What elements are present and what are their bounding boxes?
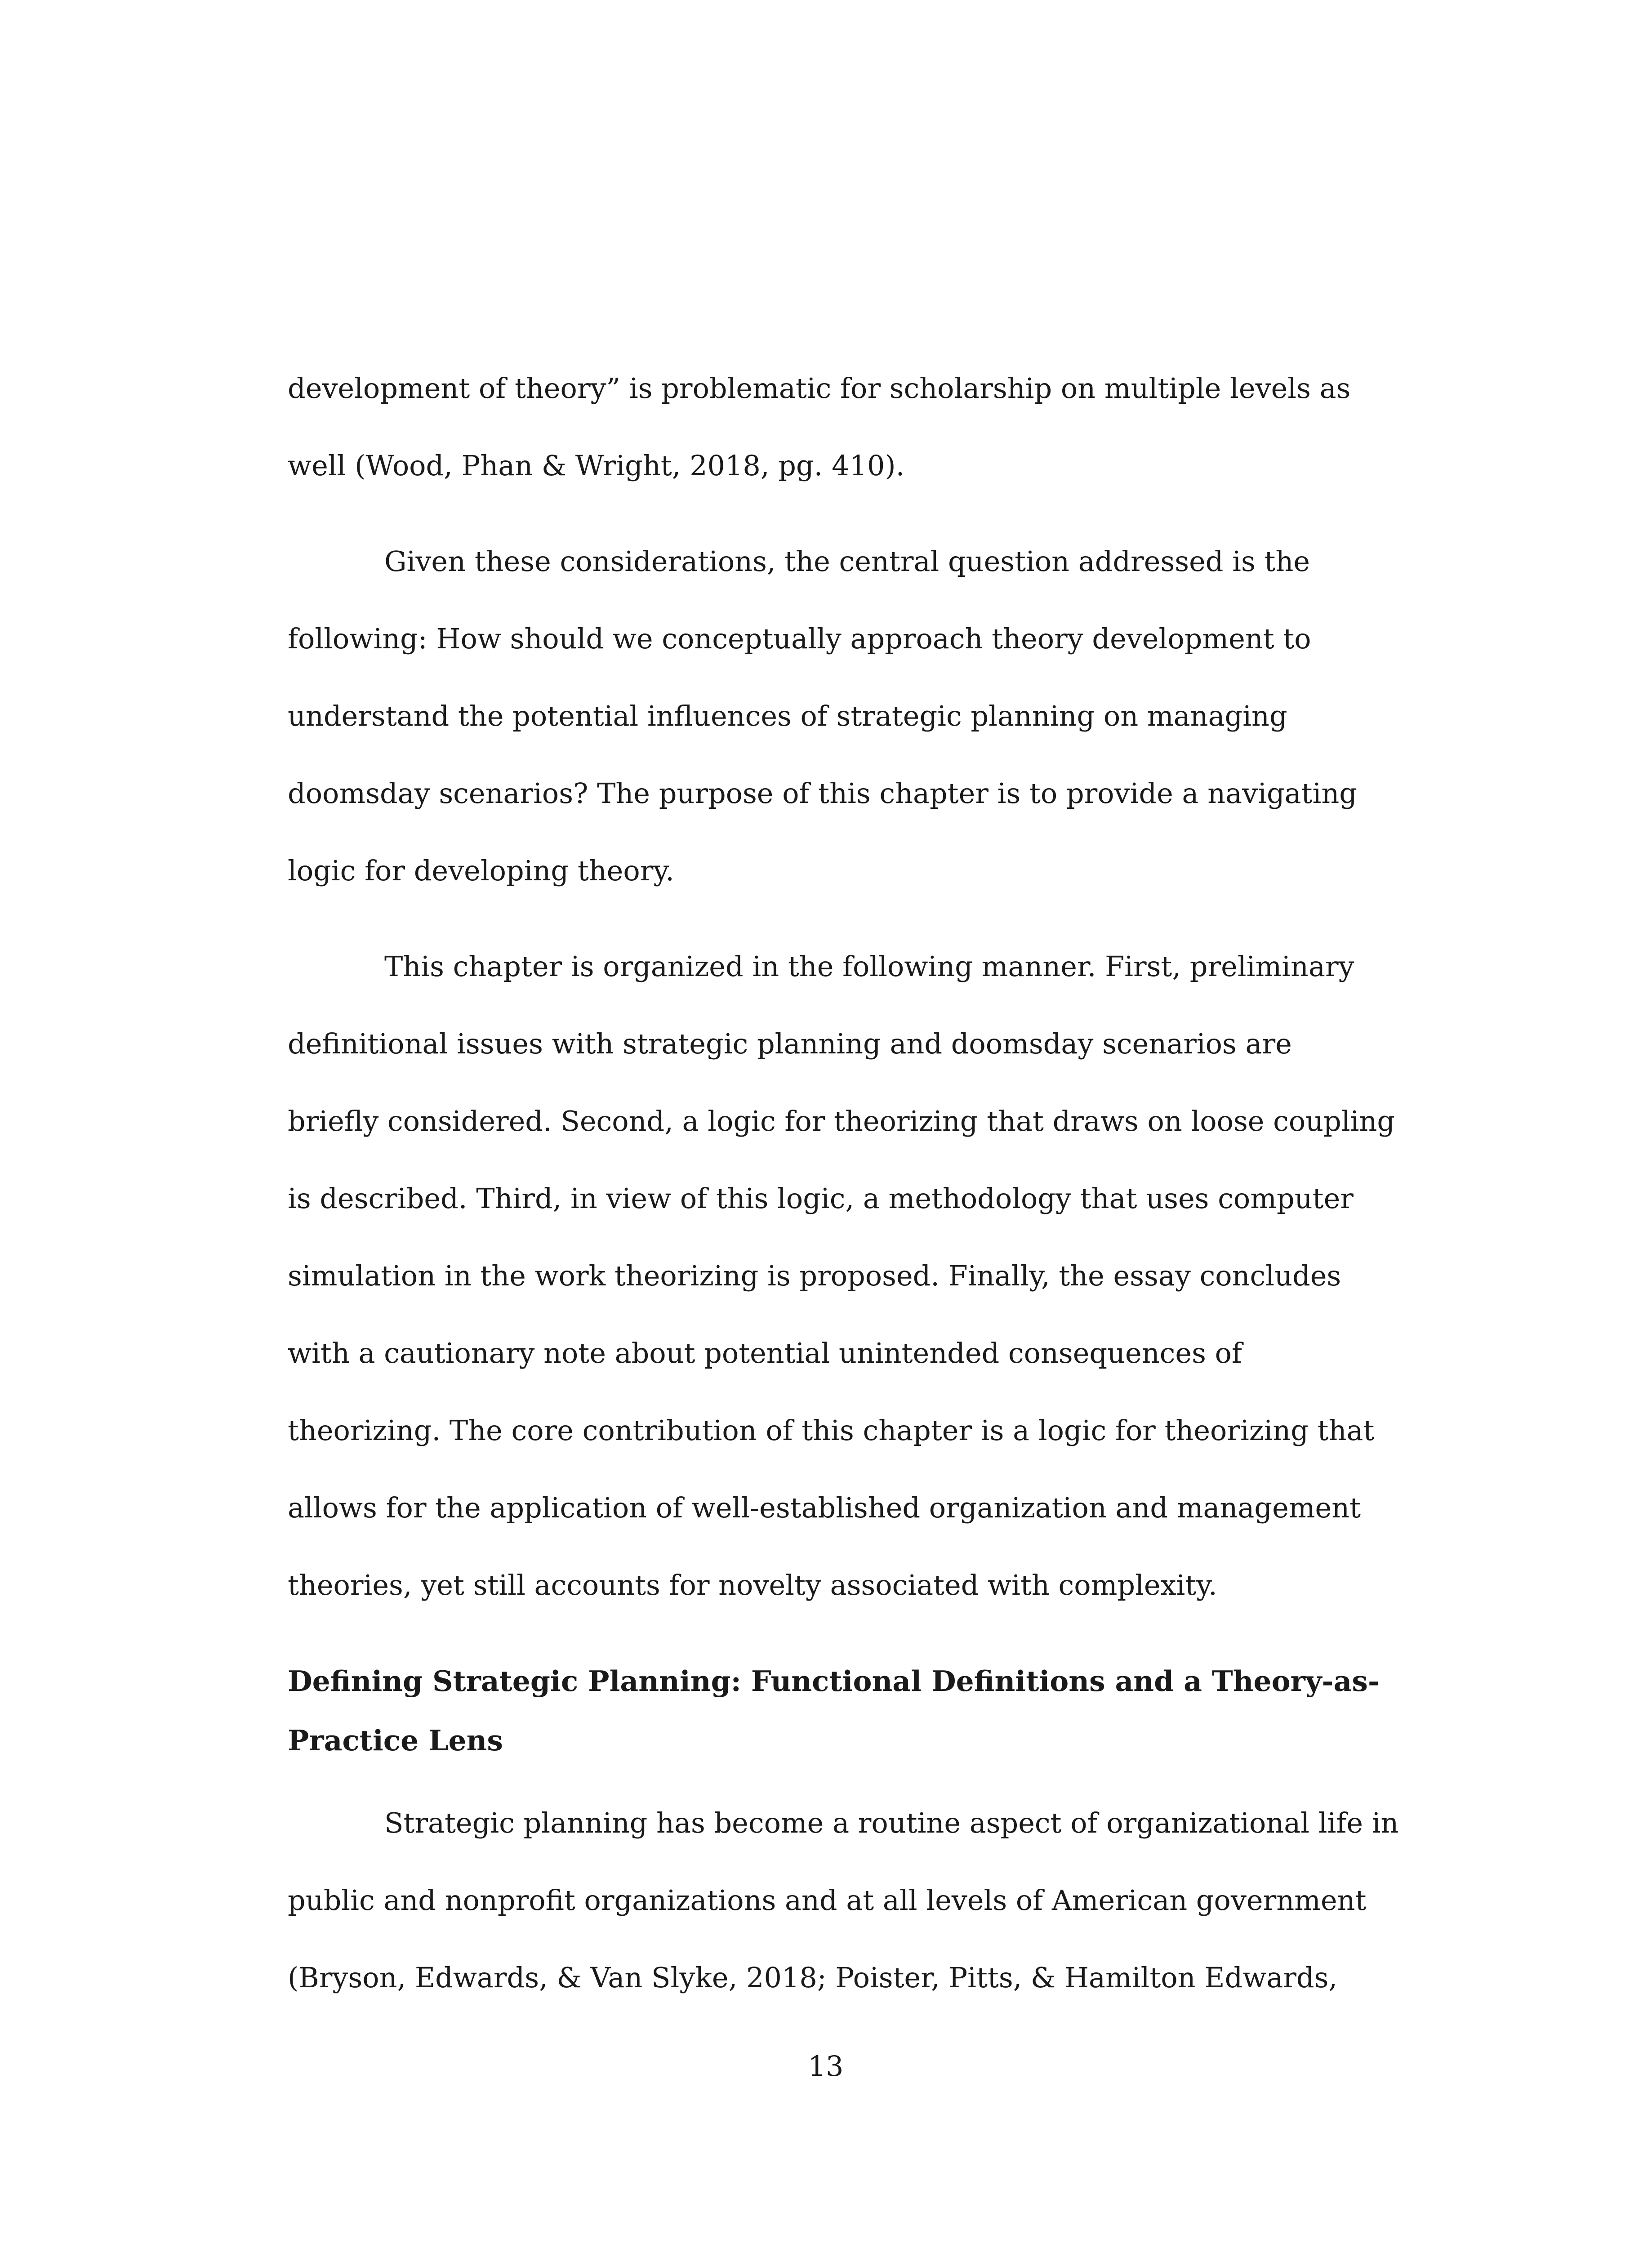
- text-line: well (Wood, Phan & Wright, 2018, pg. 410).: [288, 449, 905, 482]
- text-line: with a cautionary note about potential unintended consequences of: [288, 1337, 1242, 1369]
- text-line: simulation in the work theorizing is proposed. Finally, the essay concludes: [288, 1259, 1341, 1292]
- text-line: Given these considerations, the central question addressed is the: [384, 545, 1310, 578]
- text-line: following: How should we conceptually approach theory development to: [288, 622, 1311, 655]
- section-heading-line: Practice Lens: [288, 1724, 503, 1757]
- text-line: (Bryson, Edwards, & Van Slyke, 2018; Poister, Pitts, & Hamilton Edwards,: [288, 1961, 1338, 1994]
- text-line: understand the potential influences of strategic planning on managing: [288, 700, 1287, 732]
- text-line: This chapter is organized in the following manner. First, preliminary: [384, 950, 1354, 983]
- text-line: public and nonprofit organizations and at all levels of American government: [288, 1884, 1367, 1917]
- page-number: 13: [808, 2050, 844, 2083]
- text-line: definitional issues with strategic planning and doomsday scenarios are: [288, 1027, 1292, 1060]
- text-line: Strategic planning has become a routine aspect of organizational life in: [384, 1806, 1399, 1839]
- text-line: theorizing. The core contribution of this chapter is a logic for theorizing that: [288, 1414, 1375, 1447]
- text-line: development of theory” is problematic for scholarship on multiple levels as: [288, 372, 1351, 405]
- text-line: doomsday scenarios? The purpose of this chapter is to provide a navigating: [288, 777, 1357, 810]
- text-line: allows for the application of well-established organization and management: [288, 1491, 1361, 1524]
- text-line: is described. Third, in view of this logic, a methodology that uses computer: [288, 1182, 1354, 1215]
- text-line: theories, yet still accounts for novelty associated with complexity.: [288, 1569, 1217, 1601]
- text-line: briefly considered. Second, a logic for theorizing that draws on loose coupling: [288, 1105, 1395, 1137]
- section-heading-line: Defining Strategic Planning: Functional Definitions and a Theory-as-: [288, 1664, 1380, 1698]
- text-line: logic for developing theory.: [288, 854, 674, 887]
